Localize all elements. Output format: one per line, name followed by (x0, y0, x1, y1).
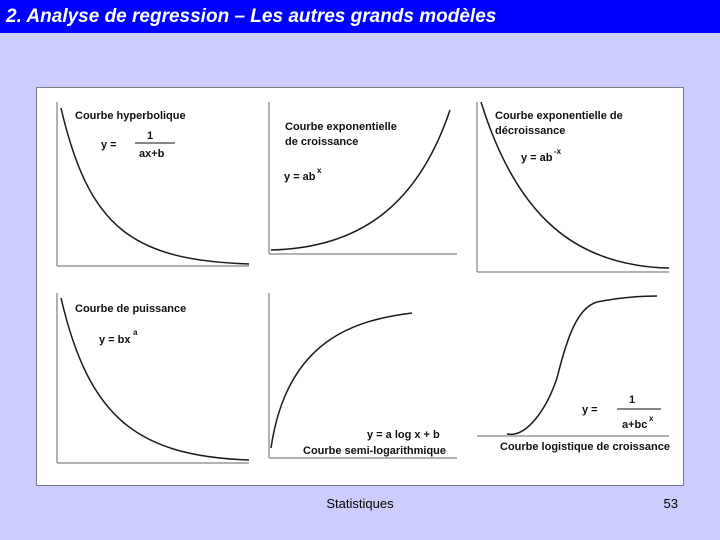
exponential-growth-formula: y = ab (284, 171, 316, 183)
logistic-formula-exponent: x (649, 414, 654, 423)
curve-models-figure (36, 87, 684, 486)
power-formula: y = bx (99, 334, 131, 346)
hyperbolic-label: Courbe hyperbolique (75, 110, 186, 122)
power-exponent: a (133, 328, 138, 337)
title-bar (0, 0, 720, 33)
exponential-growth-exponent: x (317, 166, 322, 175)
panel-logistic (477, 296, 670, 453)
panel-hyperbolic (57, 102, 249, 266)
page-number: 53 (663, 496, 678, 511)
semi-log-curve (271, 313, 412, 448)
exponential-decay-label-line2: décroissance (495, 125, 566, 137)
logistic-label: Courbe logistique de croissance (500, 441, 670, 453)
panel-exponential-decay (477, 102, 669, 272)
exponential-growth-label-line2: de croissance (285, 136, 359, 148)
hyperbolic-formula-denominator: ax+b (139, 148, 165, 160)
footer-text: Statistiques (326, 496, 394, 511)
exponential-decay-formula: y = ab (521, 152, 553, 164)
panel-power (57, 293, 249, 463)
hyperbolic-formula-lhs: y = (101, 139, 117, 151)
panel-semi-log (269, 293, 457, 458)
semi-log-label: Courbe semi-logarithmique (303, 445, 447, 457)
hyperbolic-curve (61, 108, 249, 264)
exponential-decay-exponent: -x (554, 147, 562, 156)
power-label: Courbe de puissance (75, 303, 187, 315)
power-curve (61, 298, 249, 460)
logistic-formula-lhs: y = (582, 404, 598, 416)
logistic-formula-denominator: a+bc (622, 419, 648, 431)
hyperbolic-formula-numerator: 1 (147, 130, 154, 142)
semi-log-formula: y = a log x + b (367, 429, 440, 441)
logistic-formula-numerator: 1 (629, 394, 636, 406)
exponential-growth-label-line1: Courbe exponentielle (285, 121, 397, 133)
curve-models-svg (37, 88, 683, 485)
panel-exponential-growth (269, 102, 457, 254)
slide-title: 2. Analyse de regression – Les autres grands modèles (6, 6, 497, 27)
exponential-decay-label-line1: Courbe exponentielle de (495, 110, 623, 122)
